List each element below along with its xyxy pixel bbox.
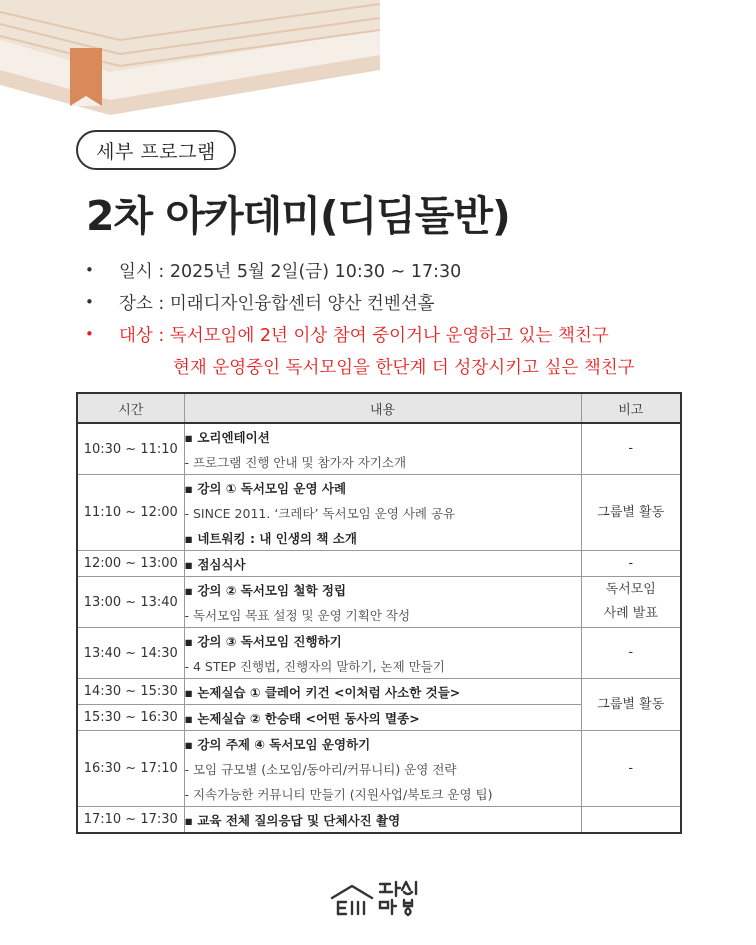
table-row	[77, 551, 681, 577]
time-cell: 10:30 ~ 11:10	[77, 423, 184, 475]
note-line: 독서모임	[605, 582, 656, 597]
event-info	[85, 254, 725, 382]
time-cell: 13:40 ~ 14:30	[77, 628, 184, 679]
time-cell: 16:30 ~ 17:10	[77, 731, 184, 807]
header-content: 내용	[184, 393, 581, 423]
table-header-row	[77, 393, 681, 423]
content-heading: ▪ 논제실습 ① 클레어 키건 <이처럼 사소한 것들>	[184, 684, 461, 700]
note-cell: -	[581, 551, 681, 577]
bullet: •	[85, 293, 94, 311]
content-detail: - 4 STEP 진행법, 진행자의 말하기, 논제 만들기	[184, 658, 445, 674]
bullet: •	[85, 261, 94, 279]
content-detail: - 지속가능한 커뮤니티 만들기 (지원사업/북토크 운영 팁)	[184, 786, 493, 802]
header-note: 비고	[581, 393, 681, 423]
content-heading: ▪ 점심식사	[184, 556, 246, 572]
content-cell	[184, 628, 581, 679]
content-detail: - 프로그램 진행 안내 및 참가자 자기소개	[184, 454, 407, 470]
note-cell	[581, 577, 681, 628]
content-heading: ▪ 강의 ① 독서모임 운영 사례	[184, 480, 347, 496]
content-heading: ▪ 논제실습 ② 한승태 <어떤 동사의 멸종>	[184, 710, 420, 726]
info-target: 대상 : 독서모임에 2년 이상 참여 중이거나 운영하고 있는 책친구	[119, 325, 609, 346]
info-place: 장소 : 미래디자인융합센터 양산 컨벤션홀	[119, 293, 435, 314]
content-cell	[184, 423, 581, 475]
time-cell: 13:00 ~ 13:40	[77, 577, 184, 628]
time-cell: 17:10 ~ 17:30	[77, 807, 184, 834]
schedule-table	[76, 392, 682, 834]
content-cell	[184, 577, 581, 628]
info-date: 일시 : 2025년 5월 2일(금) 10:30 ~ 17:30	[119, 261, 462, 282]
content-detail: - 모임 규모별 (소모임/동아리/커뮤니티) 운영 전략	[184, 761, 457, 777]
book-stack-illustration	[0, 0, 380, 115]
note-cell: 그룹별 활동	[581, 475, 681, 551]
bullet: •	[85, 325, 94, 343]
info-date-row	[85, 254, 725, 286]
time-cell: 12:00 ~ 13:00	[77, 551, 184, 577]
content-heading: ▪ 강의 ③ 독서모임 진행하기	[184, 633, 342, 649]
content-heading: ▪ 네트워킹 : 내 인생의 책 소개	[184, 530, 357, 546]
content-cell	[184, 679, 581, 705]
note-cell: 그룹별 활동	[581, 679, 681, 731]
content-cell	[184, 475, 581, 551]
table-row	[77, 423, 681, 475]
table-row	[77, 731, 681, 807]
content-cell	[184, 551, 581, 577]
content-heading: ▪ 강의 ② 독서모임 철학 정립	[184, 582, 347, 598]
note-cell: -	[581, 731, 681, 807]
note-line: 사례 발표	[603, 606, 658, 621]
table-row	[77, 628, 681, 679]
content-cell	[184, 705, 581, 731]
header-time: 시간	[77, 393, 184, 423]
table-row	[77, 679, 681, 705]
table-row	[77, 475, 681, 551]
content-heading: ▪ 교육 전체 질의응답 및 단체사진 촬영	[184, 812, 401, 828]
content-cell	[184, 807, 581, 834]
info-target-continuation: 현재 운영중인 독서모임을 한단계 더 성장시키고 싶은 책친구	[173, 357, 635, 378]
time-cell: 15:30 ~ 16:30	[77, 705, 184, 731]
table-row	[77, 807, 681, 834]
time-cell: 14:30 ~ 15:30	[77, 679, 184, 705]
note-cell: -	[581, 423, 681, 475]
time-cell: 11:10 ~ 12:00	[77, 475, 184, 551]
table-row	[77, 577, 681, 628]
info-target-row	[85, 318, 725, 350]
content-cell	[184, 731, 581, 807]
content-heading: ▪ 강의 주제 ④ 독서모임 운영하기	[184, 736, 371, 752]
content-detail: - SINCE 2011. ‘크레타’ 독서모임 운영 사례 공유	[184, 505, 456, 521]
content-detail: - 독서모임 목표 설정 및 운영 기획안 작성	[184, 607, 411, 623]
info-place-row	[85, 286, 725, 318]
page-title: 2차 아카데미(디딤돌반)	[86, 192, 510, 240]
note-cell	[581, 807, 681, 834]
section-badge: 세부 프로그램	[76, 130, 236, 170]
note-cell: -	[581, 628, 681, 679]
content-heading: ▪ 오리엔테이션	[184, 429, 270, 445]
bookstore-logo	[328, 876, 432, 920]
